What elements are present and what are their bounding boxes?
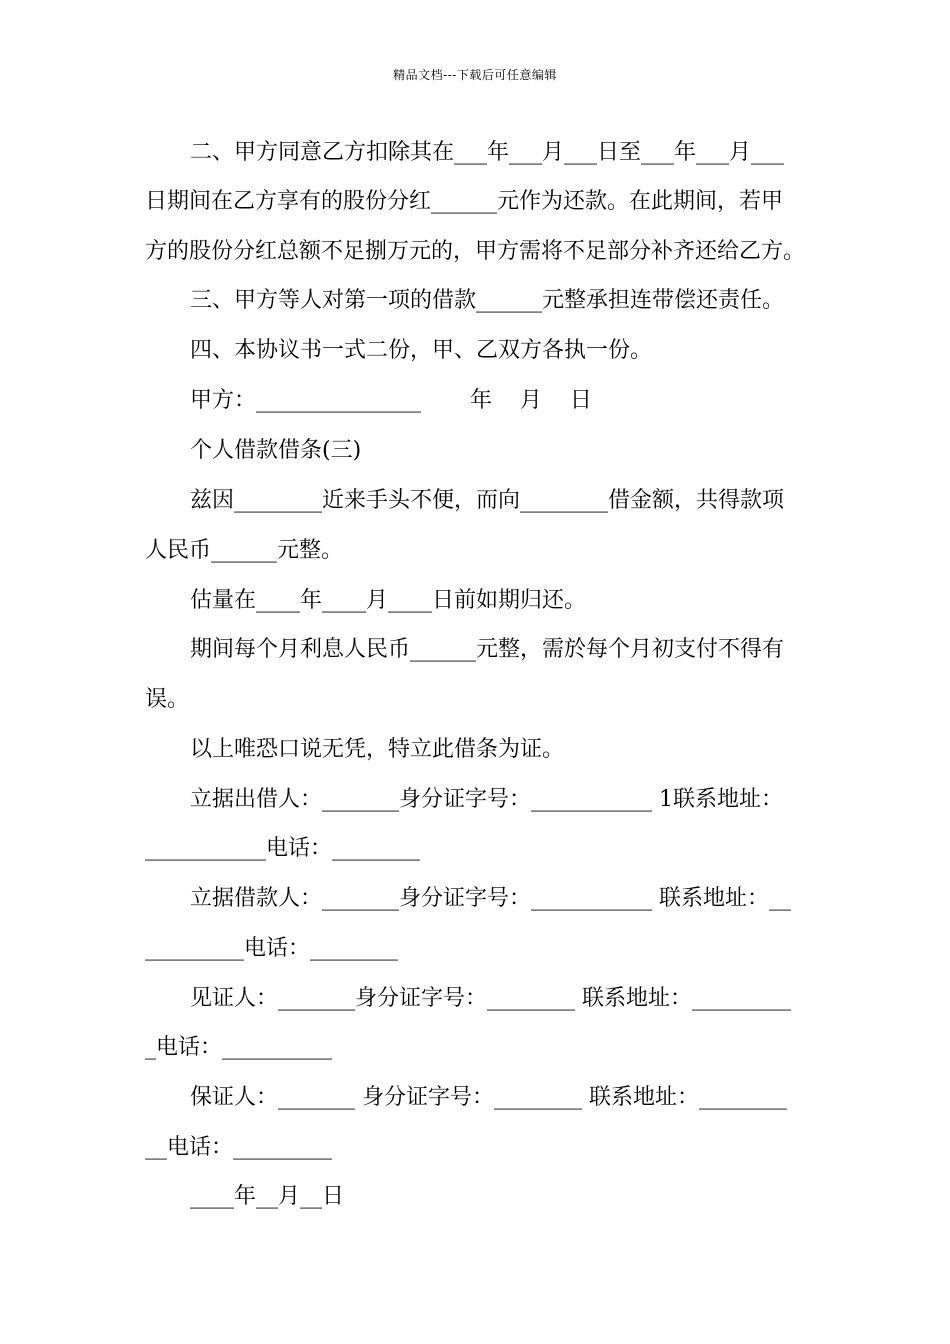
paragraph-line: 三、甲方等人对第一项的借款______元整承担连带偿还责任。 <box>190 288 785 313</box>
guarantor-info-line: __电话：_________ <box>145 1135 333 1160</box>
lender-info-line: 立据出借人：_______身分证字号：___________ 1联系地址： <box>190 787 783 812</box>
section-title: 个人借款借条(三) <box>190 438 362 463</box>
borrower-info-line: _________电话：________ <box>145 936 399 961</box>
witness-info-line: 见证人：_______身分证字号：________ 联系地址：_________ <box>190 986 791 1011</box>
paragraph-line: 期间每个月利息人民币______元整，需於每个月初支付不得有 <box>190 637 785 662</box>
paragraph-line: 人民币______元整。 <box>145 538 344 563</box>
date-line: ____年__月__日 <box>190 1184 345 1209</box>
paragraph-line: 兹因________近来手头不便，而向________借金额，共得款项 <box>190 488 785 513</box>
paragraph-line: 方的股份分红总额不足捌万元的，甲方需将不足部分补齐还给乙方。 <box>145 239 806 264</box>
paragraph-line: 估量在____年____月____日前如期归还。 <box>190 588 587 613</box>
borrower-info-line: 立据借款人：_______身分证字号：___________ 联系地址：__ <box>190 886 791 911</box>
signature-line: 甲方：_______________ 年 月 日 <box>190 388 592 413</box>
page-header: 精品文档---下载后可任意编辑 <box>393 68 557 82</box>
paragraph-line: 以上唯恐口说无凭，特立此借条为证。 <box>190 737 565 762</box>
paragraph-line: 四、本协议书一式二份，甲、乙双方各执一份。 <box>190 338 653 363</box>
paragraph-line: 日期间在乙方享有的股份分红______元作为还款。在此期间，若甲 <box>145 189 784 214</box>
witness-info-line: _电话：__________ <box>145 1035 333 1060</box>
lender-info-line: ___________电话：________ <box>145 836 421 861</box>
guarantor-info-line: 保证人：_______ 身分证字号：________ 联系地址：________ <box>190 1085 787 1110</box>
paragraph-line: 误。 <box>145 687 190 712</box>
paragraph-line: 二、甲方同意乙方扣除其在___年___月___日至___年___月___ <box>190 140 785 165</box>
